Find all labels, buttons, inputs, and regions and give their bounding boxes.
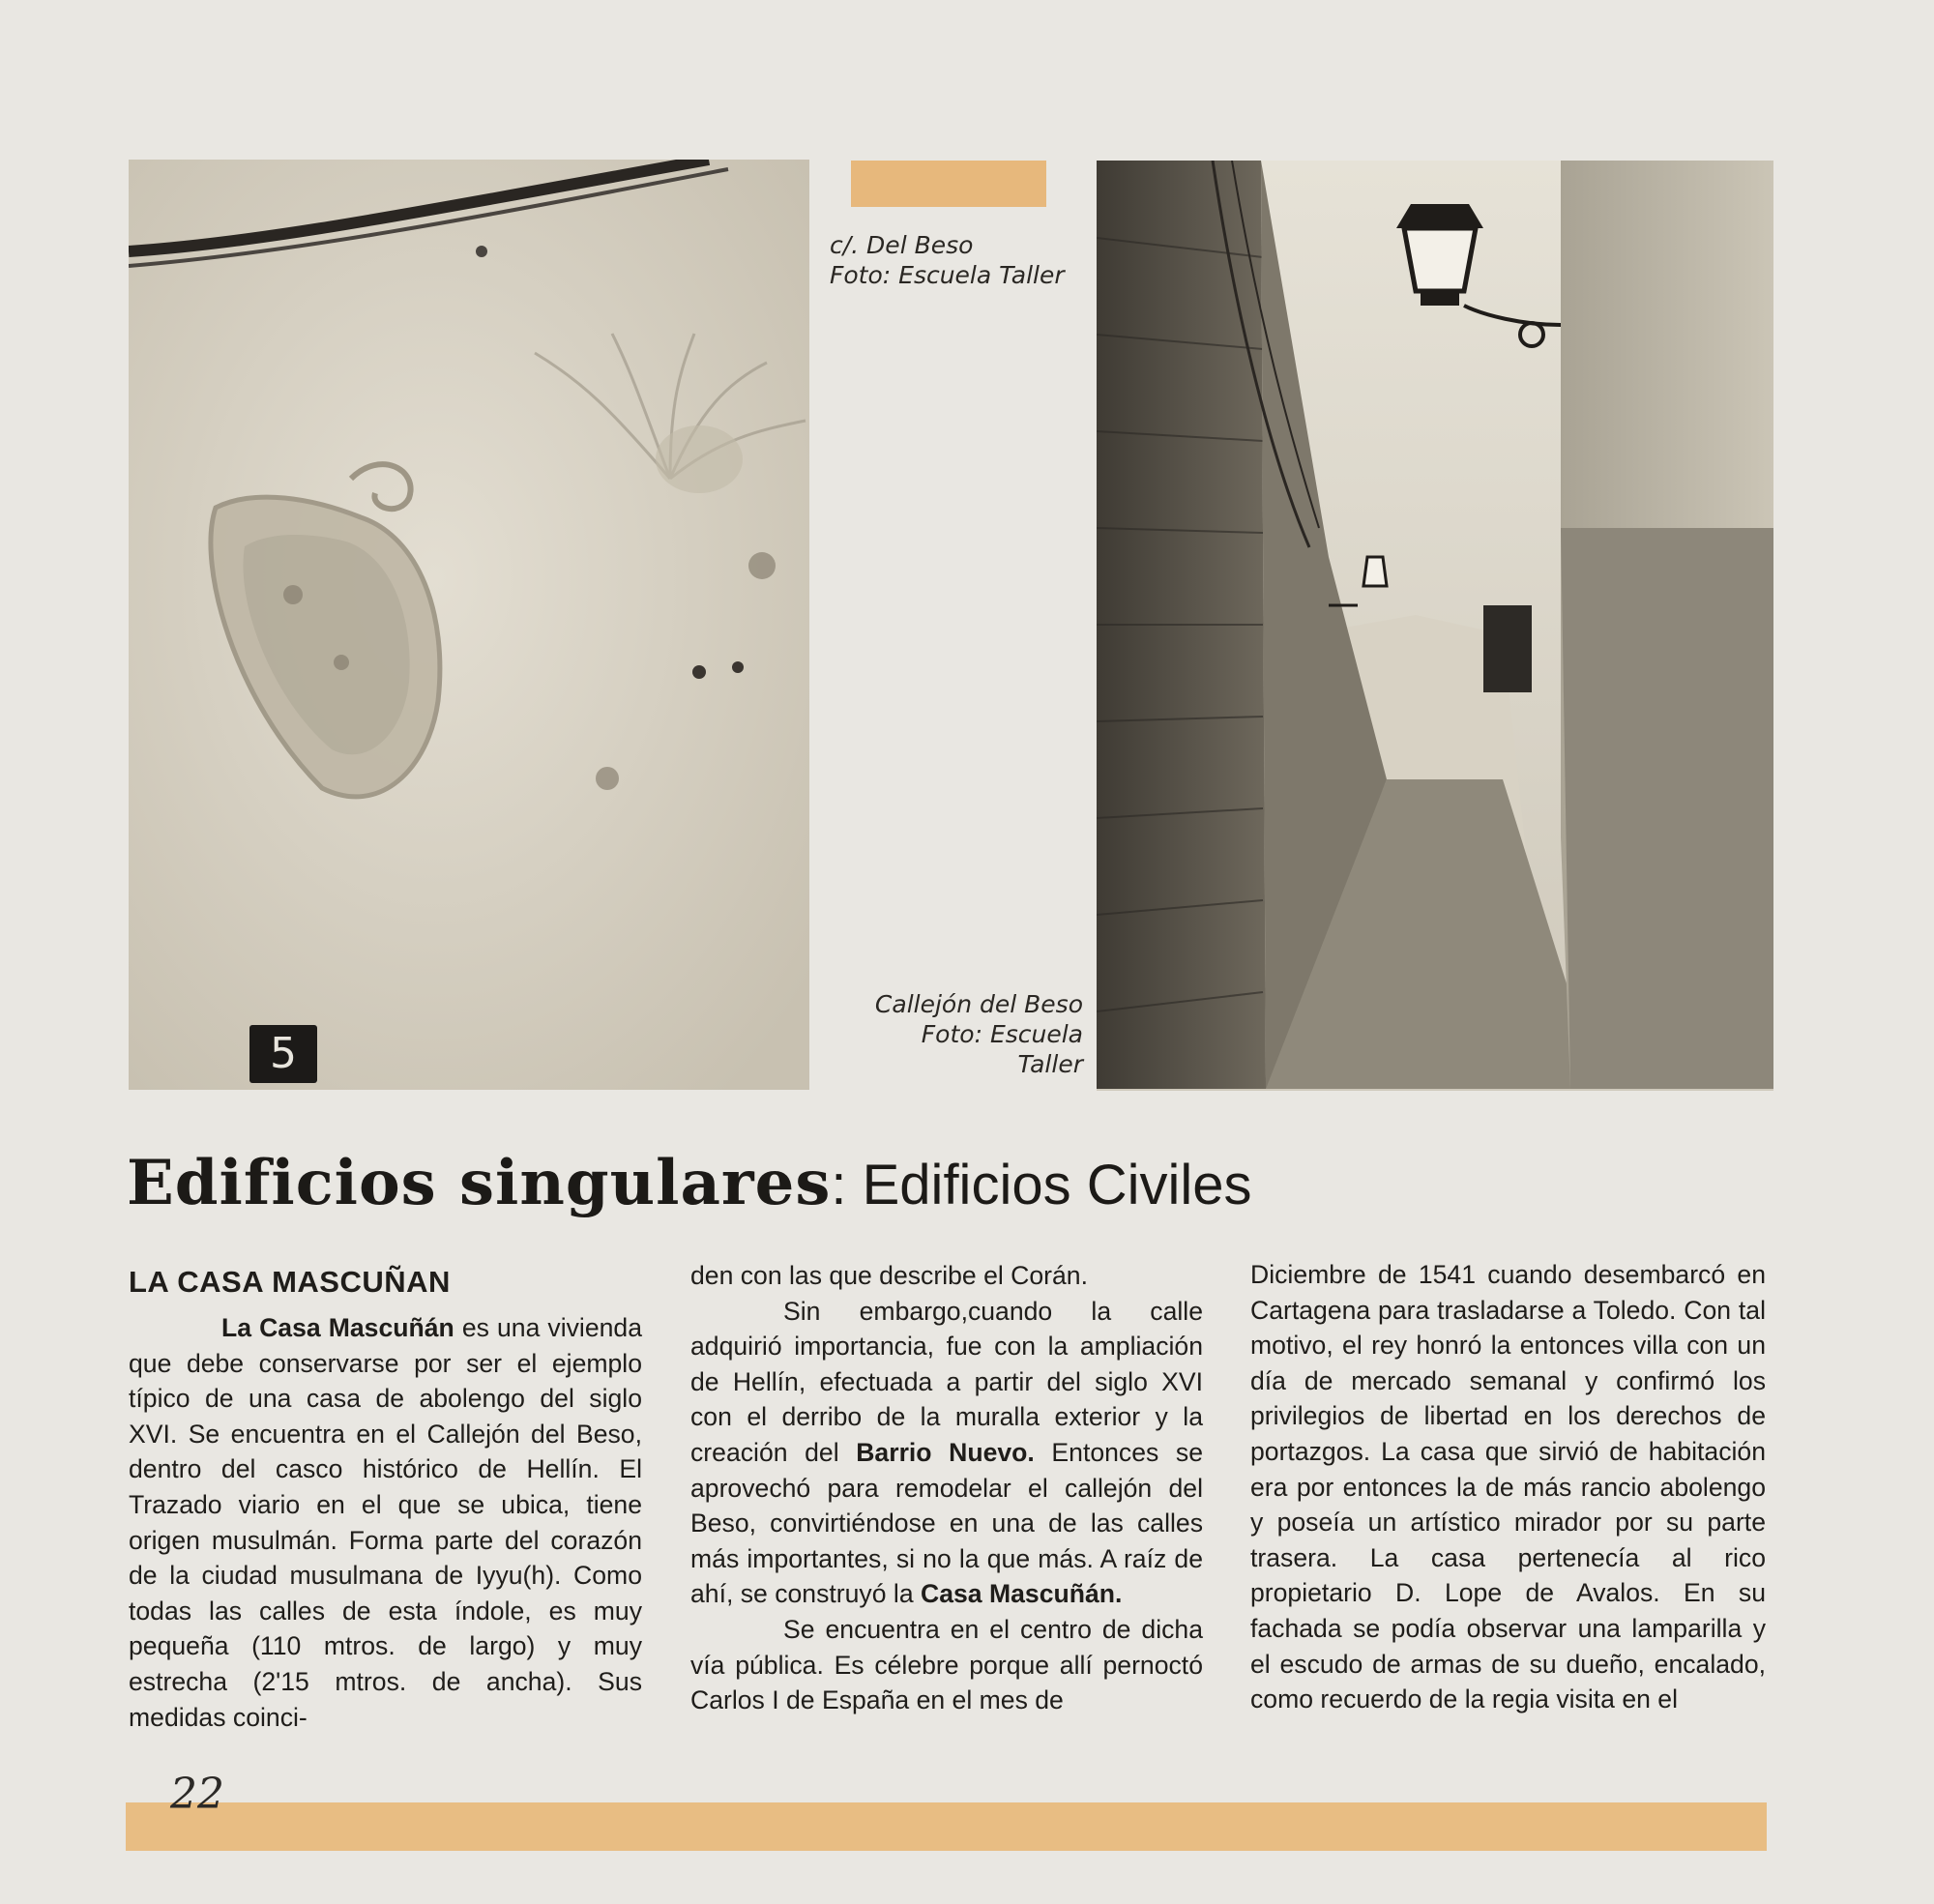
bold-barrio-nuevo: Barrio Nuevo. <box>856 1437 1035 1467</box>
article-column-3 <box>1250 1257 1766 1717</box>
page-title-main: Edificios singulares <box>127 1147 832 1219</box>
column-1-text: es una vivienda que debe conservarse por ser el ejemplo típico de una casa de abolengo del siglo XVI. Se encuentra en el Callejón del Beso, dentro del casco histórico de Hellín. El Trazado viario en el que se ubica, tiene origen musulmán. Forma parte del corazón de la ciudad musulmana de Iyyu(h). Como todas las calles de esta índole, es muy pequeña (110 mtros. de largo) y muy estrecha (2'15 mtros. de ancha). Sus medidas coinci- <box>129 1313 642 1732</box>
caption-top-title: c/. Del Beso <box>830 231 974 259</box>
section-heading: LA CASA MASCUÑAN <box>129 1265 451 1299</box>
column-2-paragraph-3: Se encuentra en el centro de dicha vía pública. Es célebre porque allí pernoctó Carlos I de España en el mes de <box>690 1614 1203 1715</box>
photo-alley <box>1097 161 1773 1091</box>
column-2-paragraph-2 <box>690 1294 1203 1612</box>
photo-coat-of-arms-drawing <box>129 160 809 1090</box>
caption-top <box>830 230 1065 290</box>
article-column-1 <box>129 1262 642 1735</box>
column-2-text-b: Entonces se aprovechó para remodelar el callejón del Beso, convirtiéndose en una de las calles más importantes, si no la que más. A raíz de ahí, se construyó la <box>690 1437 1203 1609</box>
page-title-sub: Edificios Civiles <box>846 1154 1252 1216</box>
column-2-text-a: Sin embargo,cuando la calle adquirió importancia, fue con la ampliación de Hellín, efectuada a partir del siglo XVI con el derribo de la muralla exterior y la creación del <box>690 1296 1203 1467</box>
footer-bar <box>126 1802 1767 1851</box>
bold-casa-mascunan: Casa Mascuñán. <box>921 1579 1123 1609</box>
photo-coat-of-arms <box>129 160 809 1090</box>
page-title-separator: : <box>831 1154 847 1216</box>
column-2-paragraph-1: den con las que describe el Corán. <box>690 1261 1088 1290</box>
article-column-2 <box>690 1258 1203 1718</box>
column-1-paragraph <box>129 1310 642 1735</box>
accent-tab <box>851 161 1046 207</box>
column-3-paragraph: Diciembre de 1541 cuando desembarcó en Cartagena para trasladarse a Toledo. Con tal motivo, el rey honró la entonces villa con un día de mercado semanal y confirmó los privilegios de libertad en los derechos de portazgos. La casa que sirvió de habitación era por entonces la de más rancio abolengo y poseía un artístico mirador por su parte trasera. La casa pertenecía al rico propietario D. Lope de Avalos. En su fachada se podía observar una lamparilla y el escudo de armas de su dueño, encalado, como recuerdo de la regia visita en el <box>1250 1260 1766 1714</box>
photo-alley-drawing <box>1097 161 1773 1091</box>
caption-bottom-title: Callejón del Beso <box>874 990 1083 1018</box>
lead-bold: La Casa Mascuñán <box>221 1313 454 1342</box>
page-number: 22 <box>170 1770 224 1819</box>
caption-top-credit: Foto: Escuela Taller <box>830 261 1065 289</box>
house-number-plate: 5 <box>249 1025 317 1083</box>
caption-bottom <box>851 989 1083 1079</box>
page-title <box>127 1147 1252 1219</box>
caption-bottom-credit: Foto: Escuela Taller <box>921 1020 1083 1078</box>
